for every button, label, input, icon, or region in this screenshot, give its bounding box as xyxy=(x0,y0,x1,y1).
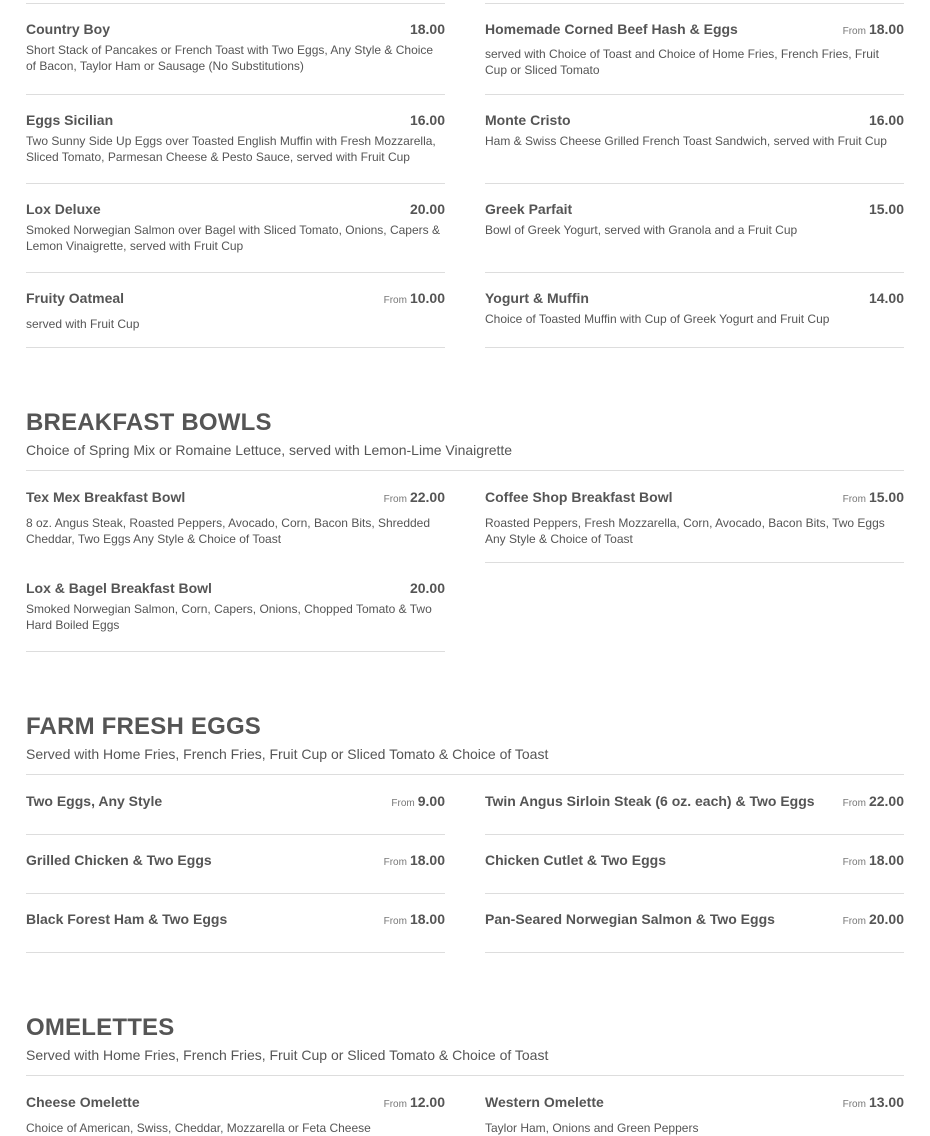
item-description: Taylor Ham, Onions and Green Peppers xyxy=(485,1121,699,1135)
divider xyxy=(485,183,904,184)
menu-item[interactable] xyxy=(485,852,904,871)
divider xyxy=(26,272,445,273)
divider xyxy=(26,834,445,835)
item-description: Smoked Norwegian Salmon, Corn, Capers, Onions, Chopped Tomato & Two Hard Boiled Eggs xyxy=(26,602,432,632)
price-from-label: From xyxy=(842,1099,866,1110)
item-name: Lox Deluxe xyxy=(26,201,101,217)
item-description: served with Fruit Cup xyxy=(26,317,140,331)
price-from-label: From xyxy=(383,295,407,306)
price-from-label: From xyxy=(383,857,407,868)
divider xyxy=(26,651,445,652)
item-name: Tex Mex Breakfast Bowl xyxy=(26,489,186,505)
item-name: Monte Cristo xyxy=(485,112,571,128)
divider xyxy=(26,183,445,184)
price-from-label: From xyxy=(842,26,866,37)
menu-item[interactable] xyxy=(26,852,445,871)
item-description: served with Choice of Toast and Choice of Home Fries, French Fries, Fruit Cup or Sliced Tomato xyxy=(485,47,879,77)
item-description: Smoked Norwegian Salmon over Bagel with Sliced Tomato, Onions, Capers & Lemon Vinaigrette, served with Fruit Cup xyxy=(26,223,440,253)
section-title: BREAKFAST BOWLS xyxy=(26,409,272,436)
item-description: Choice of American, Swiss, Cheddar, Mozzarella or Feta Cheese xyxy=(26,1121,371,1135)
divider xyxy=(26,347,445,348)
item-price: From 22.00 xyxy=(842,793,904,809)
menu-item[interactable] xyxy=(26,1094,445,1136)
item-name: Black Forest Ham & Two Eggs xyxy=(26,911,228,927)
divider xyxy=(26,893,445,894)
item-description: Short Stack of Pancakes or French Toast with Two Eggs, Any Style & Choice of Bacon, Taylor Ham or Sausage (No Substitutions) xyxy=(26,43,434,73)
item-price: 20.00 xyxy=(409,580,445,596)
item-price: From 12.00 xyxy=(383,1094,445,1110)
menu-item[interactable] xyxy=(485,201,904,238)
divider xyxy=(485,3,904,4)
menu-item[interactable] xyxy=(485,489,904,547)
menu-item[interactable] xyxy=(26,489,445,547)
item-price: From 9.00 xyxy=(391,793,445,809)
item-price: 18.00 xyxy=(409,21,445,37)
item-name: Eggs Sicilian xyxy=(26,112,114,128)
menu-item[interactable] xyxy=(485,911,904,930)
item-description: Ham & Swiss Cheese Grilled French Toast Sandwich, served with Fruit Cup xyxy=(485,134,887,148)
item-price: From 18.00 xyxy=(842,21,904,37)
item-name: Grilled Chicken & Two Eggs xyxy=(26,852,212,868)
section-title: FARM FRESH EGGS xyxy=(26,713,262,740)
menu-item[interactable] xyxy=(485,1094,904,1136)
section-subtitle: Choice of Spring Mix or Romaine Lettuce, served with Lemon-Lime Vinaigrette xyxy=(26,442,513,458)
item-name: Twin Angus Sirloin Steak (6 oz. each) & Two Eggs xyxy=(485,793,815,809)
item-name: Western Omelette xyxy=(485,1094,604,1110)
item-name: Chicken Cutlet & Two Eggs xyxy=(485,852,666,868)
item-name: Fruity Oatmeal xyxy=(26,290,125,306)
divider xyxy=(485,94,904,95)
price-from-label: From xyxy=(391,798,415,809)
item-description: 8 oz. Angus Steak, Roasted Peppers, Avocado, Corn, Bacon Bits, Shredded Cheddar, Two Eggs Any Style & Choice of Toast xyxy=(26,516,431,546)
section-divider xyxy=(26,470,904,471)
item-description: Bowl of Greek Yogurt, served with Granola and a Fruit Cup xyxy=(485,223,798,237)
price-from-label: From xyxy=(383,1099,407,1110)
menu-item[interactable] xyxy=(485,290,904,327)
price-from-label: From xyxy=(842,494,866,505)
item-price: From 18.00 xyxy=(842,852,904,868)
item-price: 16.00 xyxy=(409,112,445,128)
item-name: Country Boy xyxy=(26,21,110,37)
divider xyxy=(26,562,445,563)
item-price: 20.00 xyxy=(409,201,445,217)
price-from-label: From xyxy=(842,916,866,927)
item-name: Lox & Bagel Breakfast Bowl xyxy=(26,580,212,596)
item-name: Homemade Corned Beef Hash & Eggs xyxy=(485,21,738,37)
item-price: From 10.00 xyxy=(383,290,445,306)
menu-item[interactable] xyxy=(26,580,445,633)
item-description: Choice of Toasted Muffin with Cup of Greek Yogurt and Fruit Cup xyxy=(485,312,830,326)
divider xyxy=(26,94,445,95)
divider xyxy=(26,952,445,953)
section-subtitle: Served with Home Fries, French Fries, Fruit Cup or Sliced Tomato & Choice of Toast xyxy=(26,1047,549,1063)
divider xyxy=(485,562,904,563)
item-name: Two Eggs, Any Style xyxy=(26,793,163,809)
item-name: Cheese Omelette xyxy=(26,1094,140,1110)
menu-item[interactable] xyxy=(26,21,445,74)
item-price: From 22.00 xyxy=(383,489,445,505)
item-price: 14.00 xyxy=(868,290,904,306)
item-name: Coffee Shop Breakfast Bowl xyxy=(485,489,673,505)
price-from-label: From xyxy=(383,916,407,927)
section-divider xyxy=(26,774,904,775)
item-name: Greek Parfait xyxy=(485,201,573,217)
price-from-label: From xyxy=(842,798,866,809)
item-price: From 15.00 xyxy=(842,489,904,505)
divider xyxy=(485,834,904,835)
item-price: From 18.00 xyxy=(383,852,445,868)
section-title: OMELETTES xyxy=(26,1014,175,1041)
section-subtitle: Served with Home Fries, French Fries, Fruit Cup or Sliced Tomato & Choice of Toast xyxy=(26,746,549,762)
menu-item[interactable] xyxy=(485,793,904,812)
menu-item[interactable] xyxy=(26,290,445,332)
menu-item[interactable] xyxy=(26,112,445,165)
price-from-label: From xyxy=(842,857,866,868)
item-price: From 18.00 xyxy=(383,911,445,927)
item-price: From 20.00 xyxy=(842,911,904,927)
item-name: Pan-Seared Norwegian Salmon & Two Eggs xyxy=(485,911,775,927)
section-divider xyxy=(26,1075,904,1076)
divider xyxy=(485,893,904,894)
item-description: Roasted Peppers, Fresh Mozzarella, Corn, Avocado, Bacon Bits, Two Eggs Any Style & Choice of Toast xyxy=(485,516,885,546)
item-price: 15.00 xyxy=(868,201,904,217)
divider xyxy=(485,952,904,953)
menu-item[interactable] xyxy=(485,112,904,149)
item-name: Yogurt & Muffin xyxy=(485,290,589,306)
menu-item[interactable] xyxy=(26,201,445,254)
menu-item[interactable] xyxy=(485,21,904,78)
item-price: 16.00 xyxy=(868,112,904,128)
divider xyxy=(26,3,445,4)
item-price: From 13.00 xyxy=(842,1094,904,1110)
menu-item[interactable] xyxy=(26,793,445,812)
divider xyxy=(485,347,904,348)
item-description: Two Sunny Side Up Eggs over Toasted English Muffin with Fresh Mozzarella, Sliced Tomato, Parmesan Cheese & Pesto Sauce, served with Fruit Cup xyxy=(26,134,436,164)
menu-item[interactable] xyxy=(26,911,445,930)
price-from-label: From xyxy=(383,494,407,505)
divider xyxy=(485,272,904,273)
